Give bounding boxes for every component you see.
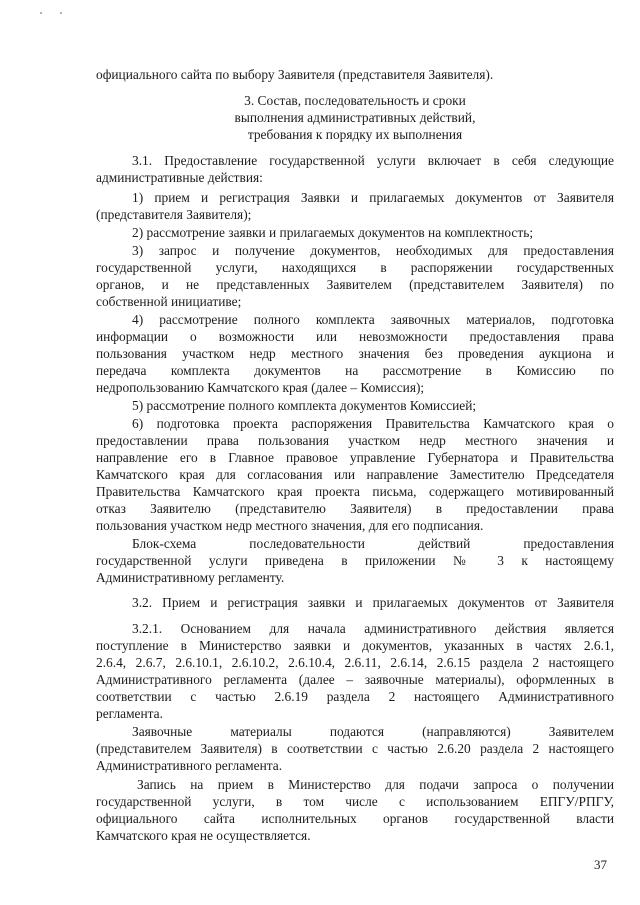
text-line: административные действия: [96,170,263,185]
text-line: Административному регламенту. [96,570,285,585]
list-item: 6) подготовка проекта распоряжения Правительства Камчатского края о [132,416,614,431]
text-line: Административного регламента. [96,758,283,773]
text-line: пользования участком недр местного значения без проведения аукциона и [96,346,614,361]
text-line: передача комплекта документов на рассмотрение в Комиссию по [96,363,614,378]
text-line: Камчатского края не осуществляется. [96,828,311,843]
list-item: 3) запрос и получение документов, необходимых для предоставления [132,243,614,258]
section-heading: 3. Состав, последовательность и сроки [244,93,466,108]
text-line: 3.2.1. Основанием для начала административного действия является [132,621,614,636]
text-line: Правительства Камчатского края проекта письма, содержащего мотивированный [96,484,614,499]
text-line: Административного регламента (далее – заявочные материалы), оформленных в [96,672,614,687]
text-line: недропользованию Камчатского края (далее – Комиссия); [96,380,425,395]
text-line: Заявочные материалы подаются (направляются) Заявителем [132,724,614,739]
text-line: государственной услуги, находящихся в распоряжении государственных [96,260,614,275]
text-line: соответствии с частью 2.6.19 раздела 2 настоящего Административного [96,689,614,704]
text-line: официального сайта по выбору Заявителя (представителя Заявителя). [96,67,494,82]
text-line: Камчатского края для согласования или направление Заместителю Председателя [96,467,614,482]
text-line: государственной услуги, в том числе с использованием ЕПГУ/РПГУ, [96,794,614,809]
text-line: 3.1. Предоставление государственной услуги включает в себя следующие [132,153,614,168]
section-heading: требования к порядку их выполнения [247,127,463,142]
text-line: органов, и не представленных Заявителем (представителем Заявителя) по [96,277,614,292]
text-line: 2.6.4, 2.6.7, 2.6.10.1, 2.6.10.2, 2.6.10.4, 2.6.11, 2.6.14, 2.6.15 раздела 2 настоящего [96,655,614,670]
list-item: 4) рассмотрение полного комплекта заявочных материалов, подготовка [132,312,614,327]
section-heading: выполнения административных действий, [234,110,476,125]
text-line: пользования участком недр местного значения, для его подписания. [96,518,484,533]
text-line: государственной услуги приведена в приложении № 3 к настоящему [96,553,614,568]
text-line: Блок-схема последовательности действий предоставления [132,536,614,551]
text-line: собственной инициативе; [96,294,242,309]
scan-speck [60,12,62,14]
list-item: 1) прием и регистрация Заявки и прилагаемых документов от Заявителя [132,190,614,205]
text-line: регламента. [96,706,163,721]
scan-speck [40,12,42,14]
text-line: отказ Заявителю (представителю Заявителя) в предоставлении права [96,501,614,516]
text-line: направление его в Главное правовое управление Губернатора и Правительства [96,450,614,465]
text-line: (представителя Заявителя); [96,207,252,222]
subsection-heading: 3.2. Прием и регистрация заявки и прилагаемых документов от Заявителя [132,595,614,610]
text-line: информации о возможности или невозможности предоставления права [96,329,614,344]
page-number: 37 [594,857,607,872]
text-line: предоставлении права пользования участком недр местного значения и [96,433,614,448]
text-line: Запись на прием в Министерство для подачи запроса о получении [137,777,614,792]
list-item: 5) рассмотрение полного комплекта документов Комиссией; [132,398,477,413]
text-line: поступление в Министерство заявки и документов, указанных в частях 2.6.1, [96,638,614,653]
list-item: 2) рассмотрение заявки и прилагаемых документов на комплектность; [132,225,534,240]
text-line: официального сайта исполнительных органов государственной власти [96,811,614,826]
text-line: (представителем Заявителя) в соответствии с частью 2.6.20 раздела 2 настоящего [96,741,614,756]
